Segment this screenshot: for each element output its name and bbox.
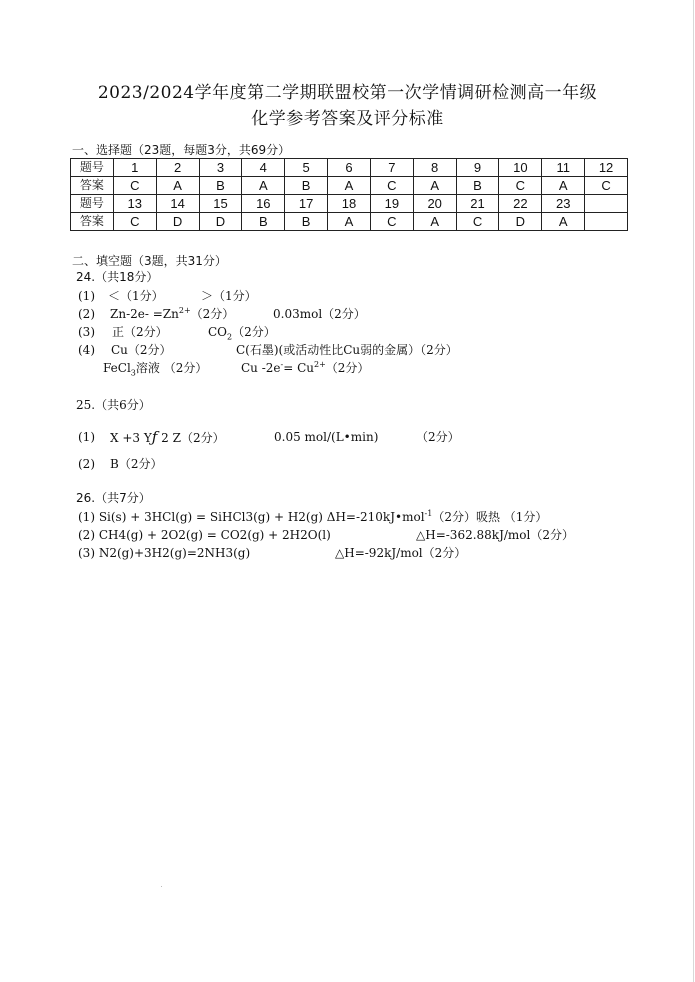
question-number-cell: 15	[199, 195, 242, 213]
answer-cell: B	[285, 177, 328, 195]
q26-title: 26.（共7分）	[76, 491, 151, 505]
question-number-cell: 18	[328, 195, 371, 213]
answer-cell: C	[113, 177, 156, 195]
row-head-answer: 答案	[71, 177, 114, 195]
table-row-answers-2	[71, 213, 628, 231]
q24-3-number: (3)	[78, 325, 95, 339]
q24-2-number: (2)	[78, 307, 95, 321]
q25-title: 25.（共6分）	[76, 398, 151, 412]
question-number-cell: 22	[499, 195, 542, 213]
answer-cell: C	[370, 177, 413, 195]
answer-cell: A	[413, 213, 456, 231]
q24-1-number: (1)	[78, 289, 95, 303]
answer-cell: A	[542, 177, 585, 195]
answer-cell: B	[285, 213, 328, 231]
q24-1-answer-b: ＞（1分）	[201, 289, 257, 303]
row-head-question: 题号	[71, 159, 114, 177]
table-row-question-numbers-1	[71, 159, 628, 177]
question-number-cell: 2	[156, 159, 199, 177]
question-number-cell: 11	[542, 159, 585, 177]
equilibrium-arrow-icon: ƒ	[151, 428, 158, 446]
answer-cell: C	[113, 213, 156, 231]
answer-cell: A	[328, 177, 371, 195]
answer-cell: B	[199, 177, 242, 195]
page-edge-line	[693, 0, 694, 982]
answer-cell: A	[542, 213, 585, 231]
q26-2-answer-a: (2) CH4(g) + 2O2(g) = CO2(g) + 2H2O(l)	[78, 528, 331, 542]
question-number-cell: 5	[285, 159, 328, 177]
question-number-cell: 21	[456, 195, 499, 213]
row-head-answer: 答案	[71, 213, 114, 231]
answer-cell: A	[156, 177, 199, 195]
q24-4-number: (4)	[78, 343, 95, 357]
q25-1-answer-b: 0.05 mol/(L•min)	[274, 430, 379, 444]
q24-title: 24.（共18分）	[76, 270, 159, 284]
answer-cell	[585, 213, 628, 231]
answer-cell: A	[413, 177, 456, 195]
q24-3-answer-a: 正（2分）	[112, 325, 168, 339]
answer-cell: A	[328, 213, 371, 231]
question-number-cell: 13	[113, 195, 156, 213]
question-number-cell: 14	[156, 195, 199, 213]
q24-2-answer-a: $Zn-2e- =Zn^{2+}(2$分）	[110, 306, 235, 321]
q26-2-answer-b: △H=-362.88kJ/mol（2分）	[416, 528, 574, 542]
answer-cell: B	[242, 213, 285, 231]
question-number-cell: 6	[328, 159, 371, 177]
q24-4-answer-d: Cu $-2e^-= Cu^{2+}(2$分）	[241, 360, 370, 375]
question-number-cell: 9	[456, 159, 499, 177]
answer-cell: D	[156, 213, 199, 231]
q24-2-answer-b: 0.03mol（2分）	[273, 307, 366, 321]
table-row-question-numbers-2	[71, 195, 628, 213]
question-number-cell: 20	[413, 195, 456, 213]
question-number-cell: 23	[542, 195, 585, 213]
answer-table	[70, 158, 628, 231]
q26-1-answer: (1) Si(s) + 3HCl(g) = SiHCl3(g) + H2(g) ΔH=-210kJ•mol$^{-1}$（2分）吸热 （1分）	[78, 509, 548, 524]
section2-heading: 二、填空题（3题，共31分）	[72, 254, 227, 268]
question-number-cell: 17	[285, 195, 328, 213]
page-subtitle: 化学参考答案及评分标准	[251, 109, 444, 129]
q25-2-number: (2)	[78, 457, 95, 471]
question-number-cell: 4	[242, 159, 285, 177]
answer-cell: D	[199, 213, 242, 231]
table-row-answers-1	[71, 177, 628, 195]
q26-3-answer-b: △H=-92kJ/mol（2分）	[335, 546, 467, 560]
q25-1-answer-a: X +3 Yƒ 2 Z（2分）	[110, 428, 225, 446]
q25-1-number: (1)	[78, 430, 95, 444]
question-number-cell: 3	[199, 159, 242, 177]
question-number-cell: 19	[370, 195, 413, 213]
section1-heading: 一、选择题（23题，每题3分，共69分）	[72, 143, 291, 157]
q24-4-answer-c: FeCl$_3$溶液 （2分）	[103, 361, 208, 378]
q24-3-answer-b: $CO_2(2$分）	[208, 325, 276, 342]
q24-1-answer-a: ＜（1分）	[108, 289, 164, 303]
q24-4-answer-a: Cu（2分）	[111, 343, 172, 357]
q26-3-answer-a: (3) N2(g)+3H2(g)=2NH3(g)	[78, 546, 251, 560]
question-number-cell: 12	[585, 159, 628, 177]
q24-4-answer-b: C(石墨)(或活动性比Cu弱的金属）（2分）	[236, 343, 458, 357]
question-number-cell: 8	[413, 159, 456, 177]
question-number-cell: 10	[499, 159, 542, 177]
question-number-cell: 16	[242, 195, 285, 213]
scan-speck	[161, 886, 162, 887]
q25-1-answer-c: （2分）	[416, 430, 460, 444]
answer-cell: A	[242, 177, 285, 195]
answer-cell: C	[585, 177, 628, 195]
answer-cell: C	[499, 177, 542, 195]
answer-cell: C	[370, 213, 413, 231]
question-number-cell: 1	[113, 159, 156, 177]
question-number-cell	[585, 195, 628, 213]
answer-cell: C	[456, 213, 499, 231]
answer-cell: D	[499, 213, 542, 231]
row-head-question: 题号	[71, 195, 114, 213]
answer-cell: B	[456, 177, 499, 195]
question-number-cell: 7	[370, 159, 413, 177]
page-title: 2023/2024学年度第二学期联盟校第一次学情调研检测高一年级	[97, 83, 598, 103]
q25-2-answer-a: B（2分）	[110, 457, 163, 471]
